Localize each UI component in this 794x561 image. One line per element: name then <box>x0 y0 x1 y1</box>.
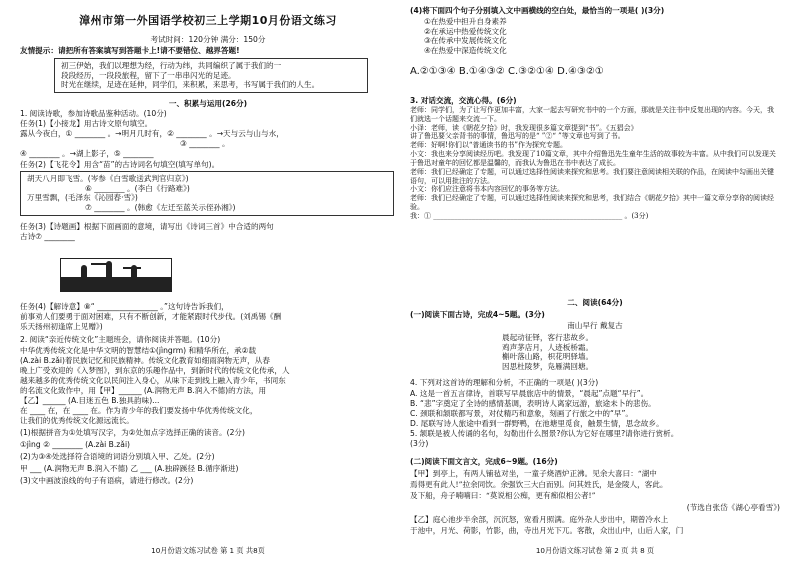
passage-line: 越来越多的优秀传统文化以民间注入身心，从味下走到线上融入青少年，书同东 <box>20 376 286 385</box>
answer-choices: A.②①③④ B.①④③② C.③②①④ D.④③②① <box>410 66 604 77</box>
options-list <box>424 17 794 56</box>
question-5: 5. 颔联是被人传诵的名句，勾勒出什么图景?你认为它好在哪里?请你进行赏析。 <box>410 429 679 438</box>
exam-meta: 考试时间：120分钟 满分：150分 <box>150 35 266 44</box>
passage-line: (A.zài B.zǎi)着民族记忆和民族精神。传统文化教育如细雨润物无声，从春 <box>20 356 270 365</box>
passage-a-line: 及下船，舟子喃喃曰：“莫说相公痴，更有痴似相公者!” <box>410 491 596 500</box>
sub-question: 甲 ___ (A.润物无声 B.润入不德) 乙 ___ (A.独辟蹊径 B.循序渐进) <box>20 464 239 473</box>
dialogue-line: 老师：同学们，为了让写作更加丰富，大家一起去写研究书中的一个方面，那就是关注书中反复出现的内容。今天，我们就选一个话题来交流一下。 <box>410 106 774 123</box>
intro-box <box>54 58 368 93</box>
dialogue-line: 小文：你们应注意将书本内容回忆的事务等方法。 <box>410 185 564 194</box>
page-footer: 10月份语文练习试卷 第 2 页 共 8 页 <box>535 545 655 555</box>
sub-question: (3)文中画波浪线的句子有语病，请进行修改。(2分) <box>20 476 194 485</box>
reading-1-intro: (一)阅读下面古诗，完成4~5题。(3分) <box>410 310 545 319</box>
dialogue-line: 讲了鲁迅要父亲背书的事情，鲁迅写的是“ ”②“ ”等文章也写到了书。 <box>410 132 625 141</box>
poem-line: 槲叶落山路，枳花明驿墙。 <box>502 352 594 362</box>
question-4: 4. 下列对这首诗的理解和分析，不正确的一项是( )(3分) <box>410 378 599 387</box>
box-line: 胡天八月即飞雪。(岑参《白雪歌送武判官归京》) <box>27 174 189 183</box>
passage-line: 晚上广受欢迎的《入梦图》，到东京的乐趣作品中，到新时代的传统文化传承，人 <box>20 366 290 375</box>
option-line: ②在承运中热爱传统文化 <box>424 26 507 36</box>
exam-tip: 友情提示：请把所有答案填写到答题卡上!请不要错位、越界答题! <box>20 46 240 55</box>
dialogue-block <box>410 106 780 221</box>
task-3-line-b: 古诗⑦ ________ <box>20 232 75 241</box>
poem-line: 晨起动征铎，客行悲故乡。 <box>502 333 594 342</box>
page-1 <box>20 0 396 561</box>
dialogue-line: 小文：我也来分享阅读经历吧。我发现了10篇文章，其中介绍鲁迅先生童年生活的故事较为丰富。从中我们可以发现关于鲁迅对童年的回忆都是温馨的，而我认为鲁迅在书中表达了成长。 <box>410 150 776 167</box>
box-line: 万里雪飘，(毛泽东《沁园春·雪》) <box>27 193 138 203</box>
sub-question: (1)根据拼音为①处填写汉字，为②处加点字选择正确的读音。(2分) <box>20 428 245 437</box>
section-2-heading: 二、阅读(64分) <box>567 298 623 307</box>
task-1: 任务(1)【小接龙】用古诗文原句填空。 <box>20 119 153 128</box>
box-line: ⑦ ________ 。(韩愈《左迁至蓝关示侄孙湘》) <box>85 203 236 213</box>
page-footer: 10月份语文练习试卷 第 1 页 共8页 <box>151 545 265 555</box>
question-5-score: (3分) <box>410 439 429 448</box>
task-1-line-a: 露从今夜白，① ________ 。→明月几时有，② ________ 。→天与云与山与水， <box>20 129 284 138</box>
passage-a-line: 焉得更有此人!”拉余同饮。余强饮三大白而别。问其姓氏，是金陵人，客此。 <box>410 480 668 489</box>
choice-c: C. 颈联和颔联都写景，对仗精巧和意象，刻画了行旅之中的“早”。 <box>410 409 634 418</box>
intro-line: 时光在继续，足迹在延伸，同学们，来积累，来思考，书写属于我们的人生。 <box>61 80 320 90</box>
passage-line: 在 ____ 在，在 ____ 在。作为青少年的我们要发扬中华优秀传统文化， <box>20 406 258 415</box>
passage-b-line: 【乙】庭心池步半余部，沉沉怒，宽看月照满。庭外杂人步出中，期曾冷水上 <box>410 515 669 524</box>
passage-b-line: 于池中，月光、荷影，竹影，曲，寺出月光下兀。客散，众出山中，山后人家，门 <box>410 526 684 535</box>
option-line: ④在热爱中深造传统文化 <box>424 46 507 56</box>
question-3: 3. 对话交流，交流心得。(6分) <box>410 96 517 105</box>
sub-question: ①jìng ② ________ (A.zài B.zǎi) <box>20 440 131 449</box>
exam-title: 漳州市第一外国语学校初三上学期10月份语文练习 <box>79 14 337 27</box>
passage-line: 【乙】______ (A.目迷五色 B.独具韵味)... <box>20 396 160 405</box>
passage-line: 的名流文化致作中，用【甲】______ (A.润物无声 B.润入不德)的方法，用 <box>20 386 267 395</box>
section-1-heading: 一、积累与运用(26分) <box>168 99 248 108</box>
choice-a: A. 这是一首五言律诗，首联写早晨旅店中的情景，“晨起”点题“早行”。 <box>410 389 649 398</box>
dialogue-line: 小泽：老师，读《朝花夕拾》时，我发现很多篇文章提到“书”。《五猖会》 <box>410 123 638 132</box>
passage-line: 让我们的优秀传统文化源远流长。 <box>20 416 134 425</box>
dialogue-line: 老师：好啊!你们以“普通读书的书”作为探究专题。 <box>410 141 567 150</box>
task-4-line-c: 乐天扬州初逢席上见赠》) <box>20 322 103 331</box>
dialogue-line: 我：① ______________________________________________________ 。(3分) <box>410 211 649 220</box>
task-3-line-a: 任务(3)【诗题画】根据下面画面的意境，请写出《诗词三首》中合适的两句 <box>20 222 274 231</box>
task-2: 任务(2)【飞花令】用含“苗”的古诗词名句填空(填写单句)。 <box>20 160 220 169</box>
page-2 <box>410 0 780 561</box>
box-line: ⑥ ________ 。(李白《行路难》) <box>85 183 190 193</box>
question-4-intro: (4)将下面四个句子分别填入文中画横线的空白处，最恰当的一项是( )(3分) <box>410 6 665 15</box>
question-2: 2. 阅读“亲近传统文化”主题班会，请你阅读并答题。(10分) <box>20 335 221 344</box>
intro-line: 初三伊始，我们以理想为经，行动为纬，共同编织了属于我们的一 <box>61 61 282 70</box>
task-4-line-a: 任务(4)【解诗意】⑧“ ________________ 。”这句诗告诉我们， <box>20 302 229 311</box>
flower-order-box <box>20 171 394 216</box>
choice-d: D. 尾联写诗人旅途中看到一群野鸭，在池塘里觅食，触景生情，思念故乡。 <box>410 419 664 428</box>
dialogue-line: 老师：我们已经确定了专题，可以通过选择性阅读来探究和思考。我们要注意阅读相关联的作品，在阅读中勾画出关键语句，可以用批注的方法。 <box>410 167 774 185</box>
poem-body <box>502 333 593 372</box>
passage-source: (节选自张岱《湖心亭看雪》) <box>686 503 780 512</box>
passage-line: 中华优秀传统文化是中华文明的智慧结①(jìngrm) 和精华所在，承②载 <box>20 346 257 355</box>
poem-line: 鸡声茅店月，人迹板桥霜。 <box>502 342 594 352</box>
dialogue-line: 老师：我们已经确定了专题，可以通过选择性阅读来探究和思考，我们结合《朝花夕拾》其中一篇文章分享你的阅读经验。 <box>410 194 774 211</box>
poem-line: 因思杜陵梦，凫雁满回塘。 <box>502 362 594 372</box>
task-1-line-c: ④ ________ 。→湖上影子，⑤ ________ <box>20 149 154 158</box>
poem-title: 南山早行 戴复古 <box>567 321 623 330</box>
question-1: 1. 阅读诗歌，参加诗歌品鉴种活动。(10分) <box>20 109 167 118</box>
intro-line: 段段经历，一段段旅程，留下了一串串闪光的足迹。 <box>61 70 236 80</box>
choice-b: B. “悲”字奠定了全诗的感情基调，表明诗人离家远游，旅途未卜的悲伤。 <box>410 399 656 408</box>
option-line: ①在热爱中担升自身素养 <box>424 17 507 26</box>
task-4-line-b: 前事劝人们要勇于面对困难，只有不断创新，才能紧跟时代步伐。(刘禹锡《酬 <box>20 312 282 321</box>
passage-a-line: 【甲】到亭上，有两人铺毡对坐，一童子烧酒炉正沸。见余大喜曰：“湖中 <box>410 469 657 478</box>
sub-question: (2)为③④处选择符合语境的词语分别填入甲、乙处。(2分) <box>20 452 215 461</box>
task-1-line-b: ③ ________ 。 <box>180 139 230 148</box>
option-line: ③在传承中发展传统文化 <box>424 36 507 46</box>
reading-2-intro: (二)阅读下面文言文，完成6~9题。(16分) <box>410 457 558 466</box>
landscape-image <box>60 258 172 292</box>
